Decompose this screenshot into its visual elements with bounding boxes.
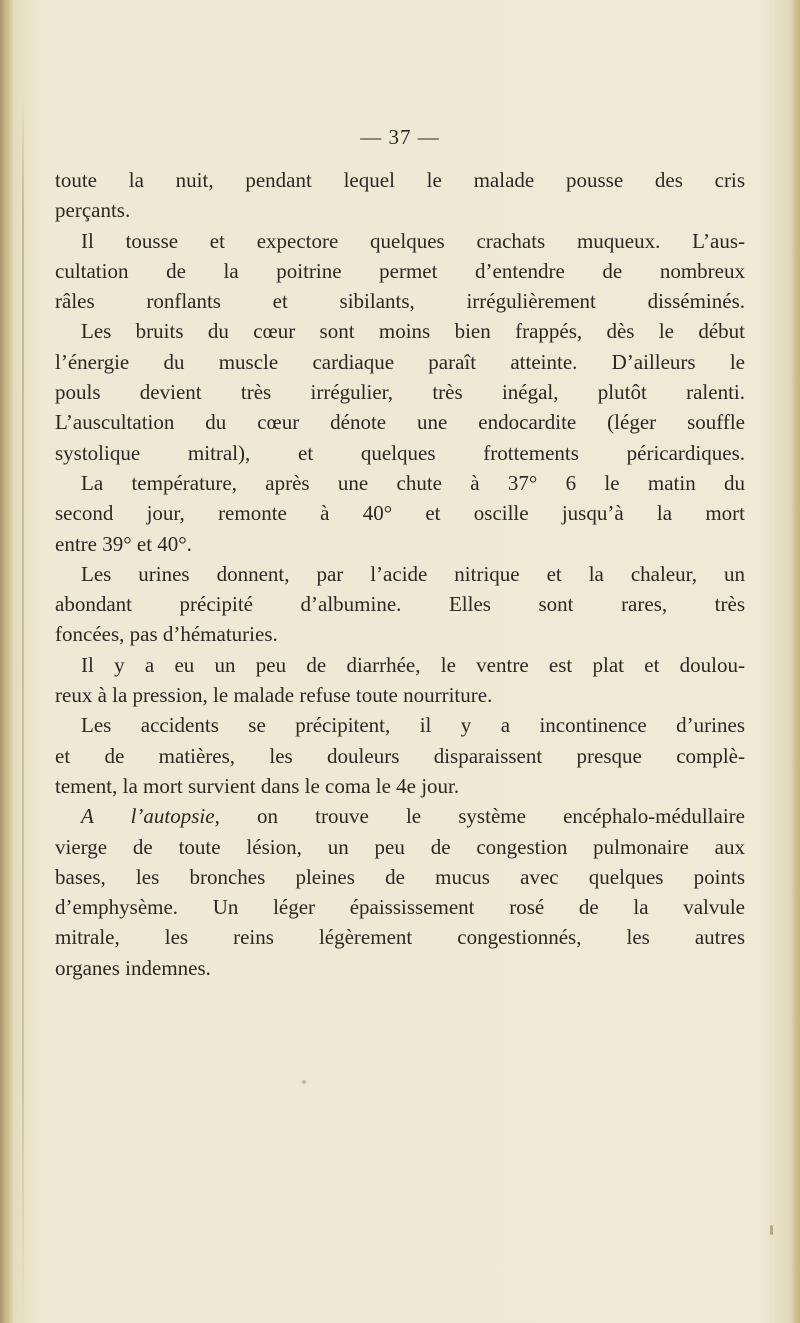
text-line: l’énergie du muscle cardiaque paraît atteinte. D’ailleurs le — [55, 349, 745, 374]
page-number: — 37 — — [360, 125, 440, 149]
text-line: d’emphysème. Un léger épaississement rosé de la valvule — [55, 895, 745, 920]
text-line: bases, les bronches pleines de mucus avec quelques points — [55, 864, 745, 889]
text-line: pouls devient très irrégulier, très inégal, plutôt ralenti. — [55, 380, 745, 405]
text-line: Il tousse et expectore quelques crachats muqueux. L’aus- — [81, 228, 745, 253]
text-line: foncées, pas d’hématuries. — [55, 622, 278, 647]
text-line: Les accidents se précipitent, il y a incontinence d’urines — [81, 713, 745, 738]
text-line: vierge de toute lésion, un peu de congestion pulmonaire aux — [55, 834, 745, 859]
page-crease — [22, 95, 24, 1323]
text-line: Il y a eu un peu de diarrhée, le ventre est plat et doulou- — [81, 652, 745, 677]
text-line: tement, la mort survient dans le coma le 4e jour. — [55, 773, 460, 798]
text-line — [55, 801, 745, 831]
italic-text: A l’autopsie — [81, 804, 215, 829]
paper-speck — [770, 1225, 773, 1235]
page-gutter-shadow — [0, 0, 14, 1323]
text-line: Les bruits du cœur sont moins bien frappés, dès le début — [81, 319, 745, 344]
text-line: perçants. — [55, 198, 131, 223]
text-line: organes indemnes. — [55, 955, 211, 980]
text-line: toute la nuit, pendant lequel le malade pousse des cris — [55, 168, 745, 192]
body-text — [55, 165, 745, 983]
text-line: second jour, remonte à 40° et oscille jusqu’à la mort — [55, 501, 745, 526]
text-line: abondant précipité d’albumine. Elles sont rares, très — [55, 592, 745, 617]
text-line: La température, après une chute à 37° 6 le matin du — [81, 470, 745, 495]
text-line: entre 39° et 40°. — [55, 531, 192, 556]
text-line: L’auscultation du cœur dénote une endocardite (léger souffle — [55, 410, 745, 435]
page-edge — [790, 0, 800, 1323]
text-line: systolique mitral), et quelques frottements péricardiques. — [55, 440, 745, 465]
paper-speck — [302, 1080, 306, 1084]
text-line: râles ronflants et sibilants, irrégulièrement disséminés. — [55, 289, 745, 314]
text-line: Les urines donnent, par l’acide nitrique et la chaleur, un — [81, 561, 745, 586]
line-text: , on trouve le système encéphalo-médullaire — [214, 804, 745, 829]
text-line: cultation de la poitrine permet d’entendre de nombreux — [55, 258, 745, 283]
text-line: mitrale, les reins légèrement congestionnés, les autres — [55, 925, 745, 950]
text-line: et de matières, les douleurs disparaissent presque complè- — [55, 743, 745, 768]
text-line: reux à la pression, le malade refuse toute nourriture. — [55, 683, 493, 708]
